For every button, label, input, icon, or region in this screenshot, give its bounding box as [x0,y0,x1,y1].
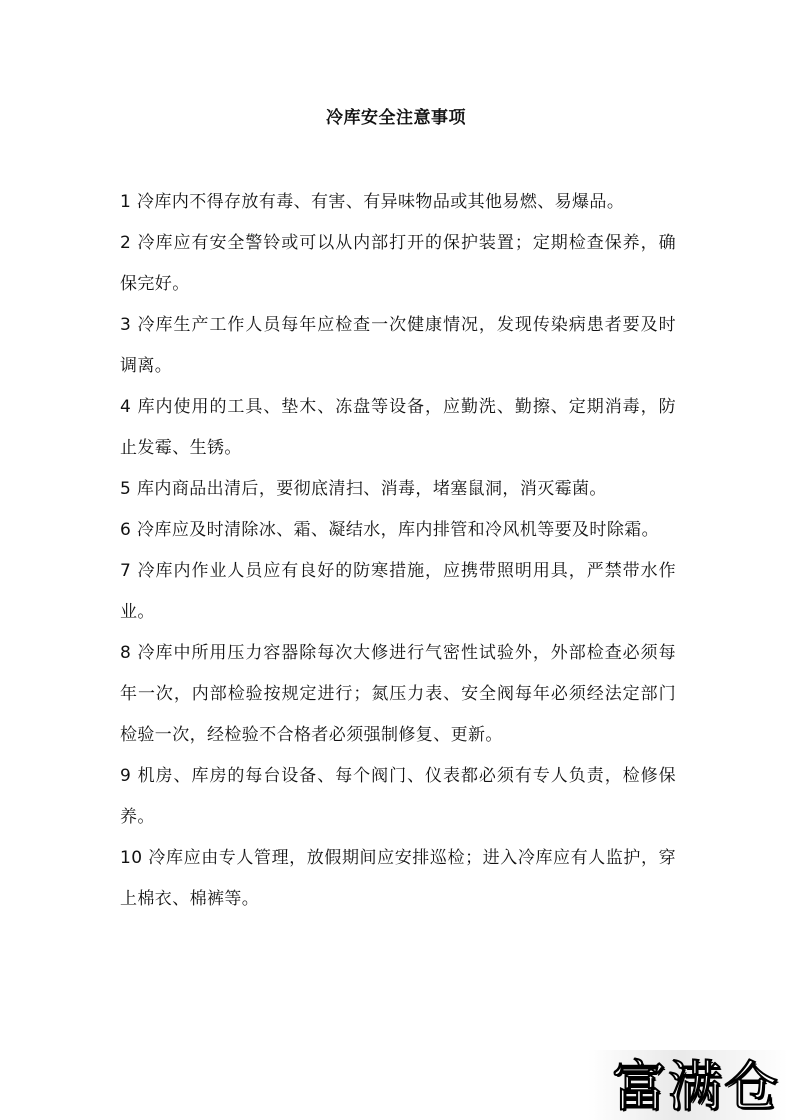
watermark-text: 富满仓 [612,1055,780,1118]
list-item: 3 冷库生产工作人员每年应检查一次健康情况，发现传染病患者要及时调离。 [120,315,676,376]
watermark-logo [588,1050,788,1120]
document-title: 冷库安全注意事项 [326,108,466,128]
list-item: 4 库内使用的工具、垫木、冻盘等设备，应勤洗、勤擦、定期消毒，防止发霉、生锈。 [120,397,676,458]
list-item: 9 机房、库房的每台设备、每个阀门、仪表都必须有专人负责，检修保养。 [120,766,676,827]
document-body [120,182,676,920]
list-item: 6 冷库应及时清除冰、霜、凝结水，库内排管和冷风机等要及时除霜。 [120,520,660,540]
list-item: 1 冷库内不得存放有毒、有害、有异味物品或其他易燃、易爆品。 [120,192,625,212]
list-item: 7 冷库内作业人员应有良好的防寒措施，应携带照明用具，严禁带水作业。 [120,561,676,622]
list-item: 2 冷库应有安全警铃或可以从内部打开的保护装置；定期检查保养，确保完好。 [120,233,676,294]
list-item: 8 冷库中所用压力容器除每次大修进行气密性试验外，外部检查必须每年一次，内部检验按规定进行；氮压力表、安全阀每年必须经法定部门检验一次，经检验不合格者必须强制修复、更新。 [120,643,676,745]
list-item: 10 冷库应由专人管理，放假期间应安排巡检；进入冷库应有人监护，穿上棉衣、棉裤等。 [120,848,676,909]
list-item: 5 库内商品出清后，要彻底清扫、消毒，堵塞鼠洞，消灭霉菌。 [120,479,607,499]
